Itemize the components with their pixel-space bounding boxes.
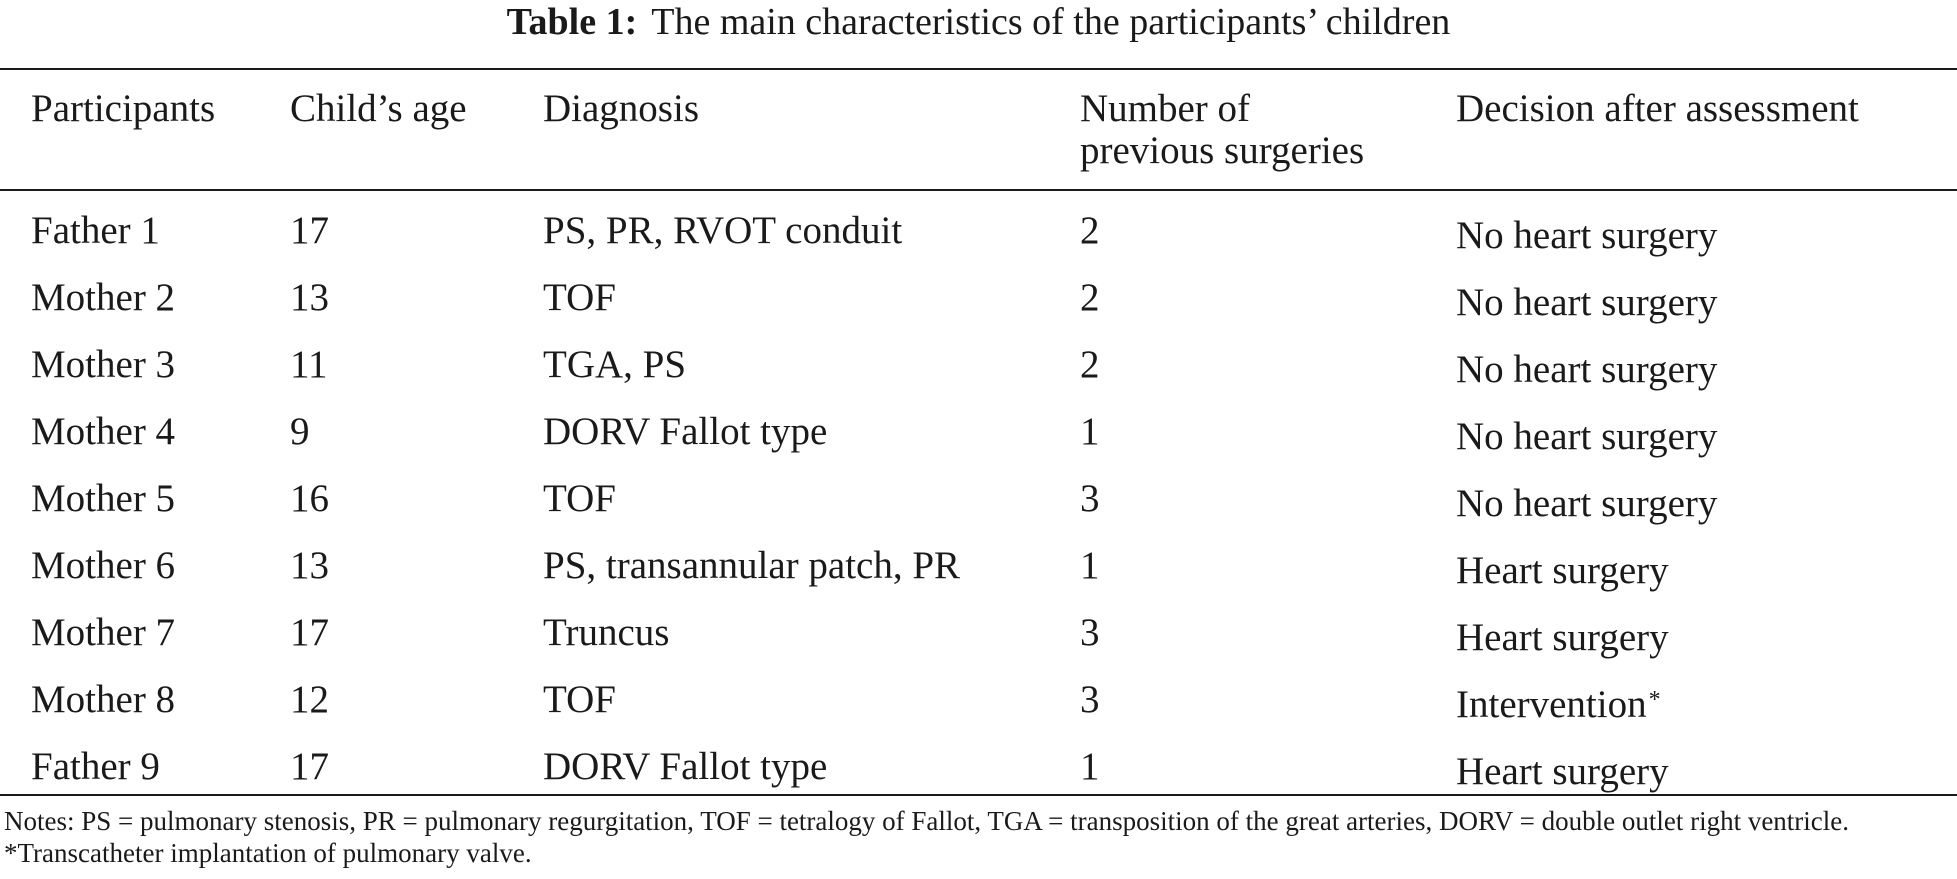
cell-diagnosis: PS, transannular patch, PR [543, 544, 961, 587]
cell-age: 11 [290, 343, 328, 386]
cell-participant: Mother 4 [31, 410, 176, 453]
table-row [0, 545, 1957, 612]
table-row [0, 277, 1957, 344]
cell-diagnosis: TOF [543, 276, 616, 319]
cell-age: 13 [290, 544, 329, 587]
table-row [0, 679, 1957, 746]
table-top-rule [0, 68, 1957, 70]
cell-surgeries: 1 [1080, 544, 1100, 587]
cell-diagnosis: TGA, PS [543, 343, 687, 386]
table-row [0, 612, 1957, 679]
cell-diagnosis: DORV Fallot type [543, 745, 828, 788]
cell-decision-text: No heart surgery [1456, 214, 1718, 257]
header-previous-surgeries [1080, 88, 1364, 172]
cell-decision [1456, 746, 1671, 793]
cell-participant: Mother 2 [31, 276, 176, 319]
cell-participant: Mother 3 [31, 343, 176, 386]
cell-participant: Mother 6 [31, 544, 176, 587]
cell-age: 12 [290, 678, 329, 721]
cell-decision-text: Intervention [1456, 683, 1647, 726]
cell-participant: Father 9 [31, 745, 160, 788]
table-caption-label: Table 1: [506, 1, 638, 43]
cell-diagnosis: Truncus [543, 611, 670, 654]
cell-surgeries: 3 [1080, 678, 1100, 721]
cell-surgeries: 2 [1080, 276, 1100, 319]
cell-decision [1456, 612, 1671, 659]
cell-age: 16 [290, 477, 329, 520]
cell-decision-text: Heart surgery [1456, 549, 1669, 592]
table-caption [0, 0, 1957, 44]
cell-decision-text: No heart surgery [1456, 415, 1718, 458]
cell-decision [1456, 679, 1661, 726]
cell-surgeries: 2 [1080, 209, 1100, 252]
cell-age: 17 [290, 209, 329, 252]
table-row [0, 210, 1957, 277]
header-previous-surgeries-line1: Number of [1080, 87, 1251, 130]
cell-age: 17 [290, 745, 329, 788]
cell-surgeries: 1 [1080, 410, 1100, 453]
cell-decision [1456, 545, 1671, 592]
cell-decision [1456, 210, 1719, 257]
table-row [0, 746, 1957, 813]
table-row [0, 478, 1957, 545]
table-caption-text: The main characteristics of the participants’ children [651, 1, 1451, 43]
cell-participant: Father 1 [31, 209, 160, 252]
table-row [0, 344, 1957, 411]
header-previous-surgeries-line2: previous surgeries [1080, 129, 1365, 172]
cell-decision [1456, 277, 1719, 324]
header-childs-age: Child’s age [290, 87, 467, 130]
header-participants: Participants [31, 87, 216, 130]
table-row [0, 411, 1957, 478]
cell-participant: Mother 8 [31, 678, 176, 721]
header-decision: Decision after assessment [1456, 87, 1859, 130]
cell-decision [1456, 344, 1719, 391]
table-header-rule [0, 189, 1957, 191]
cell-age: 13 [290, 276, 329, 319]
cell-age: 9 [290, 410, 310, 453]
cell-decision [1456, 411, 1719, 458]
cell-diagnosis: DORV Fallot type [543, 410, 828, 453]
cell-decision-text: Heart surgery [1456, 750, 1669, 793]
cell-decision-text: Heart surgery [1456, 616, 1669, 659]
cell-decision-text: No heart surgery [1456, 281, 1718, 324]
table-notes: Notes: PS = pulmonary stenosis, PR = pulmonary regurgitation, TOF = tetralogy of Fallot, TGA = transposition of the great arteries, DORV = double outlet right ventricle. *Transcatheter implantation of pulmonary valve. [4, 806, 1850, 868]
table-bottom-rule [0, 794, 1957, 796]
cell-participant: Mother 5 [31, 477, 176, 520]
cell-surgeries: 3 [1080, 611, 1100, 654]
cell-age: 17 [290, 611, 329, 654]
header-diagnosis: Diagnosis [543, 87, 699, 130]
cell-surgeries: 3 [1080, 477, 1100, 520]
cell-decision-text: No heart surgery [1456, 348, 1718, 391]
cell-decision-text: No heart surgery [1456, 482, 1718, 525]
cell-diagnosis: TOF [543, 678, 616, 721]
cell-decision [1456, 478, 1719, 525]
cell-diagnosis: TOF [543, 477, 616, 520]
cell-surgeries: 1 [1080, 745, 1100, 788]
cell-diagnosis: PS, PR, RVOT conduit [543, 209, 903, 252]
cell-surgeries: 2 [1080, 343, 1100, 386]
cell-participant: Mother 7 [31, 611, 176, 654]
footnote-marker: * [1648, 687, 1661, 713]
